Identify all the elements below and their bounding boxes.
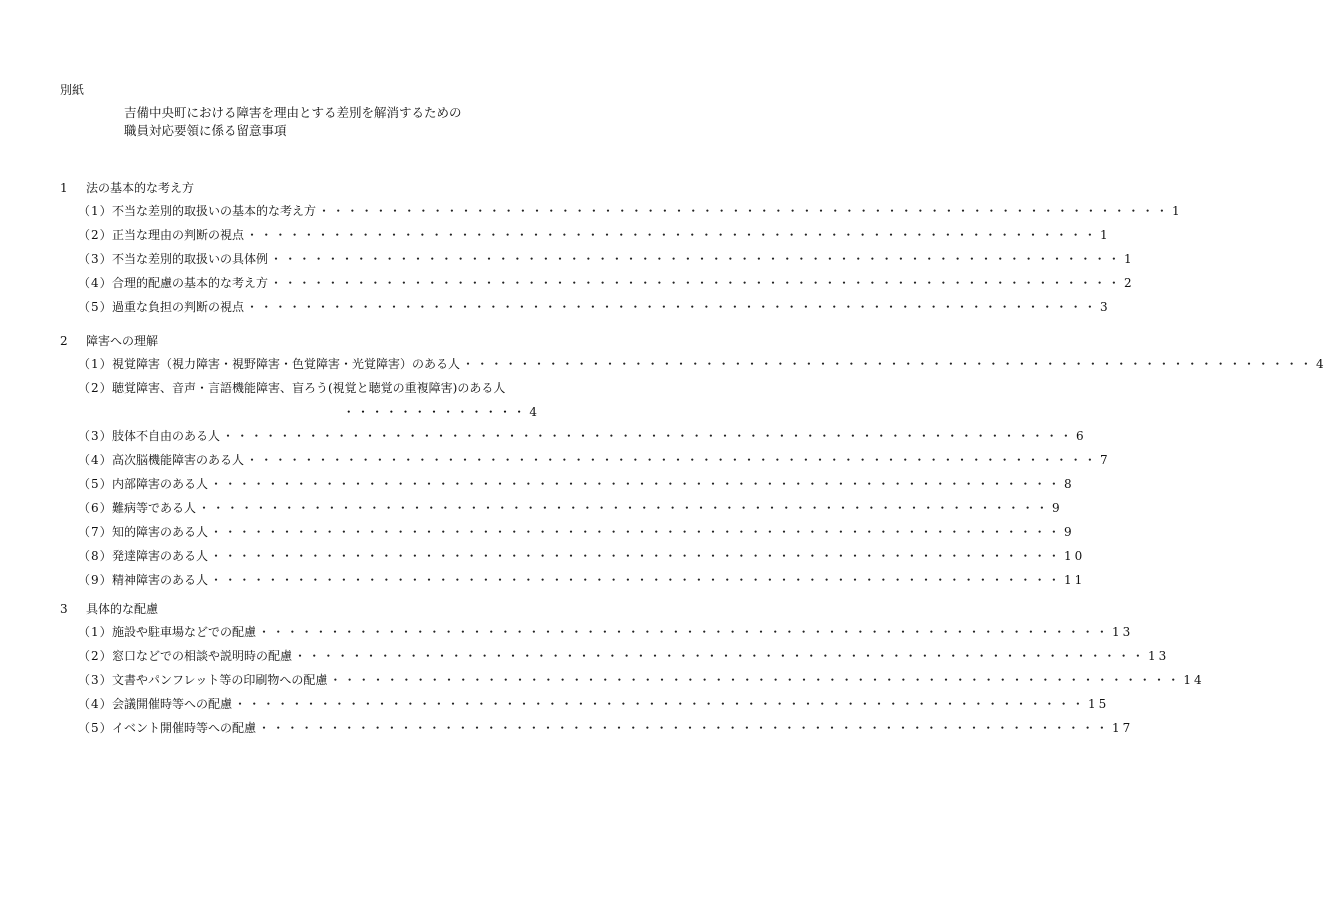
- entry-title: 文書やパンフレット等の印刷物への配慮: [112, 673, 328, 687]
- section-heading: [60, 598, 540, 620]
- entry-page: 13: [1112, 625, 1134, 639]
- entry-page: 1: [1172, 204, 1183, 218]
- leader-dots: ・・・・・・・・・・・・・・・・・・・・・・・・・・・・・・・・・・・・・・・・・・・・・・・・・・・・・・・・・・・・: [294, 649, 1147, 663]
- entry-title: 過重な負担の判断の視点: [112, 300, 245, 314]
- entry-page: 2: [1124, 276, 1135, 290]
- entry-page: 7: [1100, 453, 1111, 467]
- toc-entry: [60, 352, 1327, 376]
- entry-page: 15: [1088, 697, 1110, 711]
- section-heading: [60, 177, 540, 199]
- entry-page: 9: [1052, 501, 1063, 515]
- entry-page: 17: [1112, 721, 1134, 735]
- toc-entry: [60, 496, 1063, 520]
- entry-title: 不当な差別的取扱いの具体例: [112, 252, 269, 266]
- entry-number: （1）: [78, 357, 113, 371]
- entry-number: （3）: [78, 252, 113, 266]
- toc-entry: [60, 716, 1134, 740]
- section-title: 法の基本的な考え方: [86, 181, 195, 195]
- entry-number: （9）: [78, 573, 113, 587]
- entry-number: （2）: [78, 649, 113, 663]
- toc-entry: [60, 271, 1135, 295]
- section-title: 具体的な配慮: [86, 602, 159, 616]
- entry-page: 1: [1100, 228, 1111, 242]
- entry-number: （4）: [78, 697, 113, 711]
- entry-title: 会議開催時等への配慮: [112, 697, 233, 711]
- entry-page: 6: [1076, 429, 1087, 443]
- toc-entry: [60, 544, 1086, 568]
- leader-dots: ・・・・・・・・・・・・・・・・・・・・・・・・・・・・・・・・・・・・・・・・・・・・・・・・・・・・・・・・・・・・: [246, 453, 1099, 467]
- entry-title: 合理的配慮の基本的な考え方: [112, 276, 269, 290]
- entry-number: （7）: [78, 525, 113, 539]
- leader-dots: ・・・・・・・・・・・・・・・・・・・・・・・・・・・・・・・・・・・・・・・・・・・・・・・・・・・・・・・・・・・・: [246, 300, 1099, 314]
- entry-title: 肢体不自由のある人: [112, 429, 221, 443]
- entry-number: （4）: [78, 276, 113, 290]
- leader-dots: ・・・・・・・・・・・・・・・・・・・・・・・・・・・・・・・・・・・・・・・・・・・・・・・・・・・・・・・・・・・・: [198, 501, 1051, 515]
- entry-title: 発達障害のある人: [112, 549, 209, 563]
- toc-entry: [60, 223, 1111, 247]
- leader-dots: ・・・・・・・・・・・・・・・・・・・・・・・・・・・・・・・・・・・・・・・・・・・・・・・・・・・・・・・・・・・・: [329, 673, 1182, 687]
- entry-page: 14: [1183, 673, 1205, 687]
- entry-title: 難病等である人: [112, 501, 197, 515]
- toc-entry: [60, 472, 1075, 496]
- entry-page: 8: [1064, 477, 1075, 491]
- toc-entry: [60, 448, 1111, 472]
- leader-dots: ・・・・・・・・・・・・・・・・・・・・・・・・・・・・・・・・・・・・・・・・・・・・・・・・・・・・・・・・・・・・: [246, 228, 1099, 242]
- entry-page: 13: [1148, 649, 1170, 663]
- toc-entry: [60, 692, 1110, 716]
- entry-page: 3: [1100, 300, 1111, 314]
- entry-title: 内部障害のある人: [112, 477, 209, 491]
- toc-entry: [60, 199, 1183, 223]
- leader-dots: ・・・・・・・・・・・・・・・・・・・・・・・・・・・・・・・・・・・・・・・・・・・・・・・・・・・・・・・・・・・・: [222, 429, 1075, 443]
- leader-dots: ・・・・・・・・・・・・・・・・・・・・・・・・・・・・・・・・・・・・・・・・・・・・・・・・・・・・・・・・・・・・: [210, 549, 1063, 563]
- leader-dots: ・・・・・・・・・・・・・・・・・・・・・・・・・・・・・・・・・・・・・・・・・・・・・・・・・・・・・・・・・・・・: [234, 697, 1087, 711]
- entry-number: （1）: [78, 625, 113, 639]
- attachment-label: 別紙: [60, 83, 85, 97]
- entry-title: 不当な差別的取扱いの基本的な考え方: [112, 204, 317, 218]
- entry-number: （5）: [78, 300, 113, 314]
- toc-section-1: [60, 177, 1183, 319]
- entry-number: （3）: [78, 429, 113, 443]
- entry-title: 窓口などでの相談や説明時の配慮: [112, 649, 293, 663]
- toc-entry: [60, 520, 1075, 544]
- section-heading: [60, 330, 540, 352]
- section-number: 3: [60, 602, 68, 616]
- toc-entry: [60, 668, 1205, 692]
- document-title-line-1: 吉備中央町における障害を理由とする差別を解消するための: [124, 105, 462, 120]
- entry-title: 精神障害のある人: [112, 573, 209, 587]
- entry-title: イベント開催時等への配慮: [112, 721, 257, 735]
- toc-section-3: [60, 598, 1205, 740]
- leader-dots: ・・・・・・・・・・・・・: [342, 405, 528, 419]
- entry-title: 知的障害のある人: [112, 525, 209, 539]
- section-number: 2: [60, 334, 68, 348]
- entry-page: 1: [1124, 252, 1135, 266]
- leader-dots: ・・・・・・・・・・・・・・・・・・・・・・・・・・・・・・・・・・・・・・・・・・・・・・・・・・・・・・・・・・・・: [258, 721, 1111, 735]
- leader-dots: ・・・・・・・・・・・・・・・・・・・・・・・・・・・・・・・・・・・・・・・・・・・・・・・・・・・・・・・・・・・・: [258, 625, 1111, 639]
- entry-title: 正当な理由の判断の視点: [112, 228, 245, 242]
- toc-entry: [60, 295, 1111, 319]
- entry-title: 聴覚障害、音声・言語機能障害、盲ろう(視覚と聴覚の重複障害)のある人: [112, 381, 506, 395]
- toc-section-2: [60, 330, 1327, 592]
- entry-page: 11: [1064, 573, 1086, 587]
- entry-page: 9: [1064, 525, 1075, 539]
- leader-dots: ・・・・・・・・・・・・・・・・・・・・・・・・・・・・・・・・・・・・・・・・・・・・・・・・・・・・・・・・・・・・: [210, 525, 1063, 539]
- entry-number: （1）: [78, 204, 113, 218]
- toc-entry: [60, 620, 1134, 644]
- leader-dots: ・・・・・・・・・・・・・・・・・・・・・・・・・・・・・・・・・・・・・・・・・・・・・・・・・・・・・・・・・・・・: [318, 204, 1171, 218]
- document-title-line-2: 職員対応要領に係る留意事項: [124, 123, 287, 138]
- entry-page: 4: [529, 405, 540, 419]
- leader-dots: ・・・・・・・・・・・・・・・・・・・・・・・・・・・・・・・・・・・・・・・・・・・・・・・・・・・・・・・・・・・・: [210, 477, 1063, 491]
- toc-entry: [60, 568, 1086, 592]
- entry-number: （2）: [78, 228, 113, 242]
- entry-number: （3）: [78, 673, 113, 687]
- entry-title: 視覚障害（視力障害・視野障害・色覚障害・光覚障害）のある人: [112, 357, 461, 371]
- entry-number: （6）: [78, 501, 113, 515]
- document-title: [124, 104, 462, 140]
- entry-title: 高次脳機能障害のある人: [112, 453, 245, 467]
- entry-number: （8）: [78, 549, 113, 563]
- entry-number: （5）: [78, 477, 113, 491]
- entry-page: 10: [1064, 549, 1086, 563]
- section-number: 1: [60, 181, 68, 195]
- section-title: 障害への理解: [86, 334, 159, 348]
- toc-entry: [60, 424, 1087, 448]
- toc-entry: [60, 644, 1170, 668]
- entry-page: 4: [1316, 357, 1327, 371]
- toc-entry: [60, 376, 540, 424]
- toc-entry: [60, 247, 1135, 271]
- leader-dots: ・・・・・・・・・・・・・・・・・・・・・・・・・・・・・・・・・・・・・・・・・・・・・・・・・・・・・・・・・・・・: [462, 357, 1315, 371]
- entry-number: （2）: [78, 381, 113, 395]
- leader-dots: ・・・・・・・・・・・・・・・・・・・・・・・・・・・・・・・・・・・・・・・・・・・・・・・・・・・・・・・・・・・・: [270, 252, 1123, 266]
- entry-number: （5）: [78, 721, 113, 735]
- leader-dots: ・・・・・・・・・・・・・・・・・・・・・・・・・・・・・・・・・・・・・・・・・・・・・・・・・・・・・・・・・・・・: [270, 276, 1123, 290]
- entry-number: （4）: [78, 453, 113, 467]
- leader-dots: ・・・・・・・・・・・・・・・・・・・・・・・・・・・・・・・・・・・・・・・・・・・・・・・・・・・・・・・・・・・・: [210, 573, 1063, 587]
- entry-title: 施設や駐車場などでの配慮: [112, 625, 257, 639]
